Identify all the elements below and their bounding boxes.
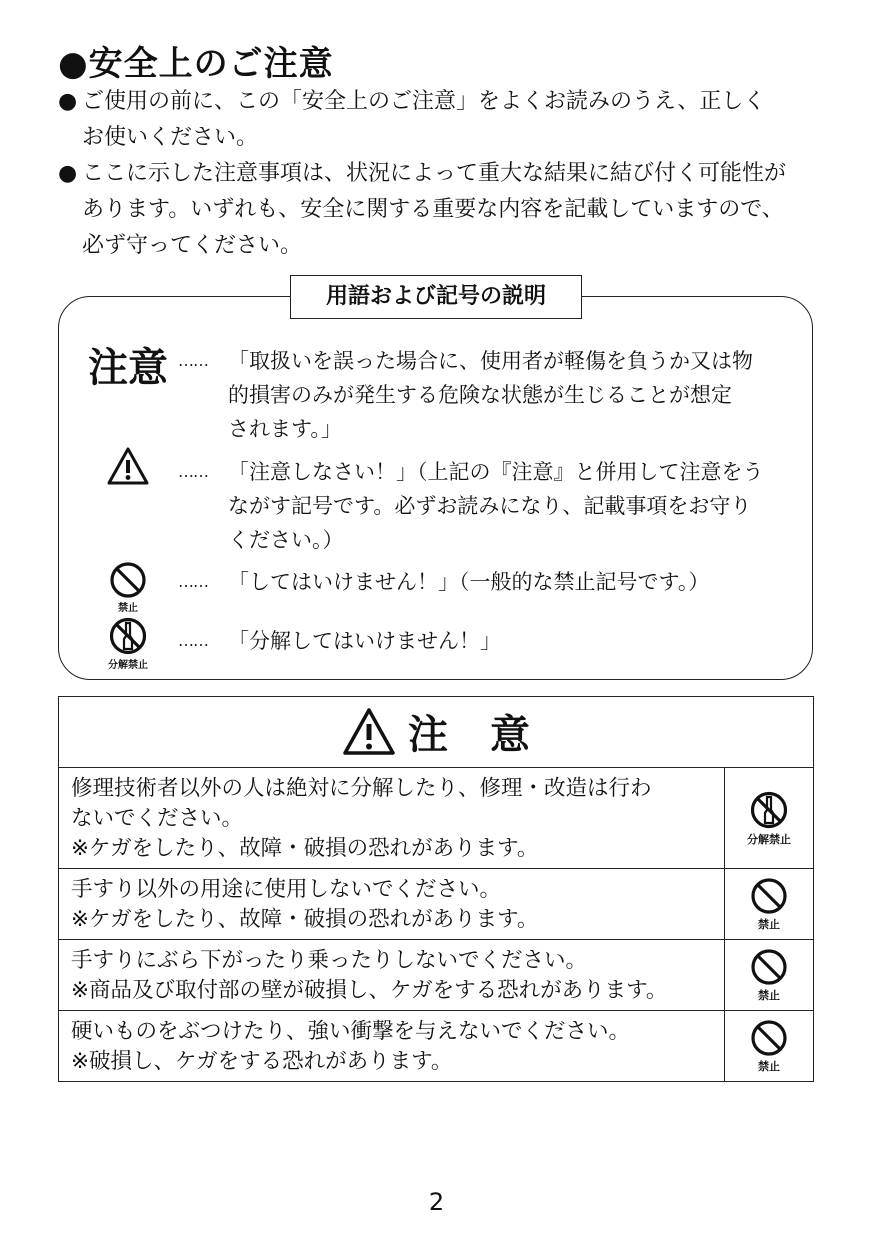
intro-bullet-1 bbox=[58, 84, 828, 156]
leader-dots: …… bbox=[178, 572, 208, 591]
caution-table bbox=[58, 696, 814, 1082]
text-line: ※ケガをしたり、故障・破損の恐れがあります。 bbox=[71, 907, 539, 932]
text-line: 「注意しなさい！」（上記の『注意』と併用して注意をう bbox=[228, 460, 764, 484]
text-line: 手すりにぶら下がったり乗ったりしないでください。 bbox=[71, 948, 588, 973]
caution-text bbox=[59, 869, 725, 940]
icon-caption: 禁止 bbox=[758, 1060, 780, 1073]
intro-bullet-2 bbox=[58, 156, 828, 264]
icon-caption: 分解禁止 bbox=[747, 833, 791, 846]
leader-dots: …… bbox=[178, 351, 208, 370]
text-line: ※ケガをしたり、故障・破損の恐れがあります。 bbox=[71, 836, 539, 861]
caution-word: 注意 bbox=[88, 345, 168, 391]
bullet-line: ご使用の前に、この「安全上のご注意」をよくお読みのうえ、正しく bbox=[82, 89, 766, 114]
warning-triangle-icon bbox=[104, 446, 152, 490]
table-row bbox=[59, 768, 814, 869]
icon-caption: 分解禁止 bbox=[108, 660, 148, 671]
caution-table-header bbox=[59, 697, 814, 768]
leader-dots: …… bbox=[178, 462, 208, 481]
text-line: ※商品及び取付部の壁が破損し、ケガをする恐れがあります。 bbox=[71, 978, 668, 1003]
icon-caption: 禁止 bbox=[118, 603, 138, 614]
text-line: 「分解してはいけません！」 bbox=[228, 629, 501, 653]
page-title: ●安全上のご注意 bbox=[58, 44, 334, 84]
caution-text bbox=[59, 1011, 725, 1082]
text-line: ないでください。 bbox=[71, 806, 244, 831]
legend-title: 用語および記号の説明 bbox=[290, 275, 582, 319]
caution-heading: 注意 bbox=[408, 712, 572, 759]
bullet-line: ここに示した注意事項は、状況によって重大な結果に結び付く可能性が bbox=[82, 161, 787, 186]
legend-caution-description bbox=[228, 344, 788, 446]
text-line: 手すり以外の用途に使用しないでください。 bbox=[71, 877, 502, 902]
warning-triangle-icon bbox=[342, 707, 396, 757]
bullet-line: お使いください。 bbox=[82, 125, 259, 150]
table-row bbox=[59, 869, 814, 940]
no-disassembly-icon bbox=[98, 616, 158, 672]
leader-dots: …… bbox=[178, 631, 208, 650]
bullet-line: 必ず守ってください。 bbox=[82, 233, 303, 258]
prohibited-icon bbox=[725, 1011, 814, 1082]
text-line: 硬いものをぶつけたり、強い衝撃を与えないでください。 bbox=[71, 1019, 631, 1044]
legend-no-disassembly-description bbox=[228, 624, 788, 658]
legend-warning-description bbox=[228, 455, 788, 557]
bullet-dot: ● bbox=[58, 89, 78, 114]
prohibited-icon bbox=[104, 561, 152, 615]
bullet-dot: ● bbox=[58, 161, 78, 186]
caution-text bbox=[59, 768, 725, 869]
table-row bbox=[59, 940, 814, 1011]
text-line: 修理技術者以外の人は絶対に分解したり、修理・改造は行わ bbox=[71, 776, 652, 801]
page-number: 2 bbox=[428, 1188, 445, 1216]
text-line: ※破損し、ケガをする恐れがあります。 bbox=[71, 1049, 453, 1074]
text-line: 的損害のみが発生する危険な状態が生じることが想定 bbox=[228, 383, 732, 407]
no-disassembly-icon bbox=[725, 768, 814, 869]
text-line: 「取扱いを誤った場合に、使用者が軽傷を負うか又は物 bbox=[228, 349, 753, 373]
table-row bbox=[59, 1011, 814, 1082]
icon-caption: 禁止 bbox=[758, 918, 780, 931]
text-line: ながす記号です。必ずお読みになり、記載事項をお守り bbox=[228, 494, 752, 518]
text-line: ください。） bbox=[228, 528, 344, 552]
prohibited-icon bbox=[725, 940, 814, 1011]
legend-prohibited-description bbox=[228, 565, 788, 599]
bullet-line: あります。いずれも、安全に関する重要な内容を記載していますので、 bbox=[82, 197, 784, 222]
prohibited-icon bbox=[725, 869, 814, 940]
caution-text bbox=[59, 940, 725, 1011]
text-line: 「してはいけません！」（一般的な禁止記号です。） bbox=[228, 570, 710, 594]
text-line: されます。」 bbox=[228, 417, 342, 441]
caution-heading-cell bbox=[59, 697, 814, 768]
icon-caption: 禁止 bbox=[758, 989, 780, 1002]
